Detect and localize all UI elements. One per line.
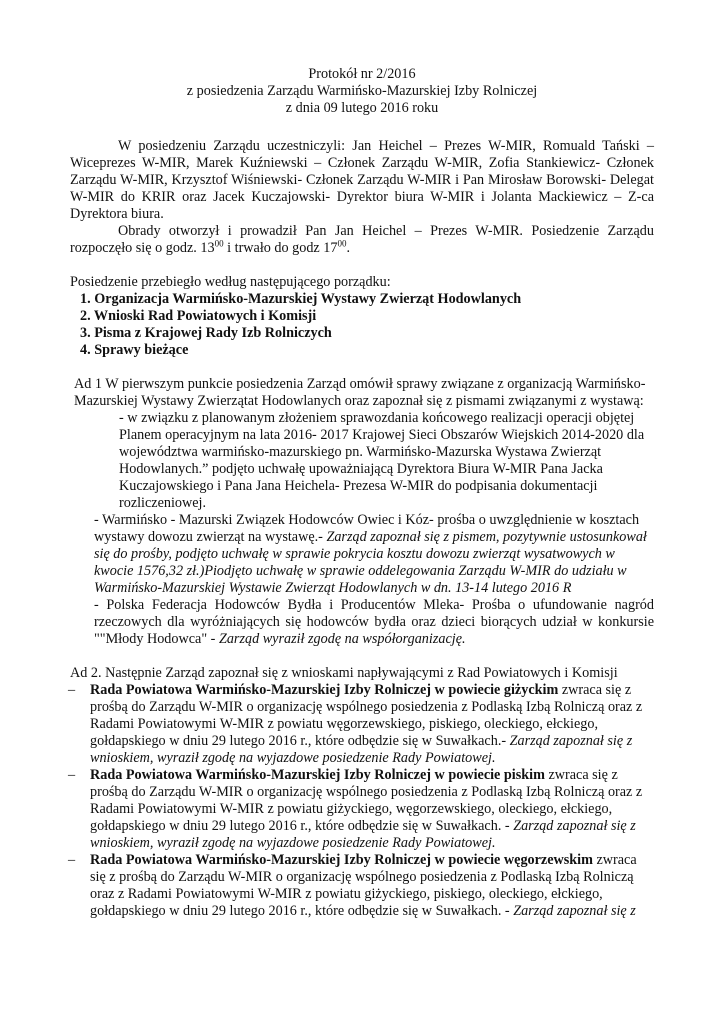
agenda-item: 1. Organizacja Warmińsko-Mazurskiej Wystawy Zwierząt Hodowlanych — [80, 291, 522, 307]
ad1-item3-text: - Polska Federacja Hodowców Bydła i Producentów Mleka- Prośba o ufundowanie nagród rzeczowych dla wyróżniających się hodowców bydła oraz dzieci biorących udział w konkursie ""Młody Hodowca" - — [94, 597, 654, 647]
ad1-item-cattle — [74, 597, 654, 648]
ad1-lead: Ad 1 W pierwszym punkcie posiedzenia Zarząd omówił sprawy związane z organizacją Warmińsko-Mazurskiej Wystawy Zwierzątat Hodowlanych oraz zapoznał się z pismami związanymi z wystawą: — [74, 376, 646, 409]
decision-text: Zarząd zapoznał się z wnioskiem, wyraził zgodę na wyjazdowe posiedzenie Rady Powiatowej. — [90, 818, 636, 851]
request-text: zwraca się z prośbą do Zarządu W-MIR o organizację wspólnego posiedzenia z Podlaską Izbą Rolniczą oraz z Radami Powiatowymi W-MIR z powiatu węgorzewskiego, piskiego, oleckiego, ełckiego, gołdapskiego w dniu 29 lutego 2016 r., które odbędzie się w Suwałkach.- — [90, 682, 643, 749]
ad1-item2-text: - Warmińsko - Mazurski Związek Hodowców Owiec i Kóz- prośba o uwzględnienie w kosztach wystawy dowozu zwierząt na wystawę.- — [94, 512, 640, 545]
ad1-item-report: - w związku z planowanym złożeniem sprawozdania końcowego realizacji operacji objętej Planem operacyjnym na lata 2016- 2017 Krajowej Sieci Obszarów Wiejskich 2014-2020 dla województwa warmińsko-mazurskiego pn. Warmińsko-Mazurska Wystawa Zwierząt Hodowlanych.” podjęto uchwałę upoważniającą Dyrektora Biura W-MIR Pana Jacka Kuczajowskiego i Pana Jana Heichela- Prezesa W-MIR do podpisania dokumentacji rozliczeniowej. — [119, 410, 645, 511]
council-name: Rada Powiatowa Warmińsko-Mazurskiej Izby Rolniczej w powiecie węgorzewskim — [90, 852, 593, 868]
dash-bullet: – — [68, 852, 76, 868]
ad2-list — [70, 682, 654, 920]
section-ad1 — [70, 376, 654, 648]
document-subtitle: z posiedzenia Zarządu Warmińsko-Mazurskiej Izby Rolniczej — [186, 83, 538, 99]
opening-end-text: . — [346, 240, 351, 256]
agenda-intro: Posiedzenie przebiegło według następującego porządku: — [70, 274, 391, 290]
opening-text: Obrady otworzył i prowadził Pan Jan Heichel – Prezes W-MIR. Posiedzenie Zarządu rozpoczęło się o godz. 13 — [70, 223, 654, 256]
ad1-item-sheep-goats — [74, 512, 654, 597]
council-name: Rada Powiatowa Warmińsko-Mazurskiej Izby Rolniczej w powiecie piskim — [90, 767, 545, 783]
request-text: zwraca się z prośbą do Zarządu W-MIR o organizację wspólnego posiedzenia z Podlaską Izbą Rolniczą oraz z Radami Powiatowymi W-MIR z powiatu giżyckiego, piskiego, oleckiego, ełckiego, gołdapskiego w dniu 29 lutego 2016 r., które odbędzie się w Suwałkach. - — [90, 852, 637, 919]
agenda-item: 2. Wnioski Rad Powiatowych i Komisji — [80, 308, 317, 324]
start-minutes: 00 — [214, 238, 224, 249]
opening-mid-text: i trwało do godz 17 — [223, 240, 338, 256]
list-item — [70, 852, 654, 920]
dash-bullet: – — [68, 767, 76, 783]
end-minutes: 00 — [337, 238, 347, 249]
section-ad2 — [70, 665, 654, 920]
decision-text: Zarząd zapoznał się z wnioskiem, wyraził zgodę na wyjazdowe posiedzenie Rady Powiatowej. — [90, 733, 633, 766]
decision-text: Zarząd zapoznał się z — [513, 903, 636, 919]
list-item — [70, 767, 654, 852]
list-item — [70, 682, 654, 767]
participants-paragraph: W posiedzeniu Zarządu uczestniczyli: Jan Heichel – Prezes W-MIR, Romuald Tański – Wiceprezes W-MIR, Marek Kuźniewski – Członek Zarządu W-MIR, Zofia Stankiewicz- Członek Zarządu W-MIR, Krzysztof Wiśniewski- Członek Zarządu W-MIR i Pan Mirosław Borowski- Delegat W-MIR do KRIR oraz Jacek Kuczajowski- Dyrektor biura W-MIR i Jolanta Mackiewicz – Z-ca Dyrektora biura. — [70, 138, 654, 222]
agenda-list — [70, 291, 654, 359]
document-header — [70, 66, 654, 117]
ad1-item3-decision: Zarząd wyraził zgodę na współorganizację. — [218, 631, 466, 647]
opening-paragraph — [70, 223, 654, 257]
ad1-item2-decision: Zarząd zapoznał się z pismem, pozytywnie ustosunkował się do prośby, podjęto uchwałę w sprawie pokrycia kosztu dowozu zwierząt wysatwowych w kwocie 1576,32 zł.)Piodjęto uchwałę w sprawie oddelegowania Zarządu W-MIR do udziału w Warmińsko-Mazurskiej Wystawie Zwierząt Hodowlanych w dn. 13-14 lutego 2016 R — [94, 529, 647, 596]
council-name: Rada Powiatowa Warmińsko-Mazurskiej Izby Rolniczej w powiecie giżyckim — [90, 682, 559, 698]
dash-bullet: – — [68, 682, 76, 698]
agenda-item: 3. Pisma z Krajowej Rady Izb Rolniczych — [80, 325, 332, 341]
document-date: z dnia 09 lutego 2016 roku — [285, 100, 439, 116]
agenda-item: 4. Sprawy bieżące — [80, 342, 189, 358]
document-title: Protokół nr 2/2016 — [308, 66, 416, 82]
ad2-lead: Ad 2. Następnie Zarząd zapoznał się z wnioskami napływającymi z Rad Powiatowych i Komisji — [70, 665, 618, 681]
request-text: zwraca się z prośbą do Zarządu W-MIR o organizację wspólnego posiedzenia z Podlaską Izbą Rolniczą oraz z Radami Powiatowymi W-MIR z powiatu giżyckiego, węgorzewskiego, oleckiego, ełckiego, gołdapskiego w dniu 29 lutego 2016 r., które odbędzie się w Suwałkach. - — [90, 767, 643, 834]
